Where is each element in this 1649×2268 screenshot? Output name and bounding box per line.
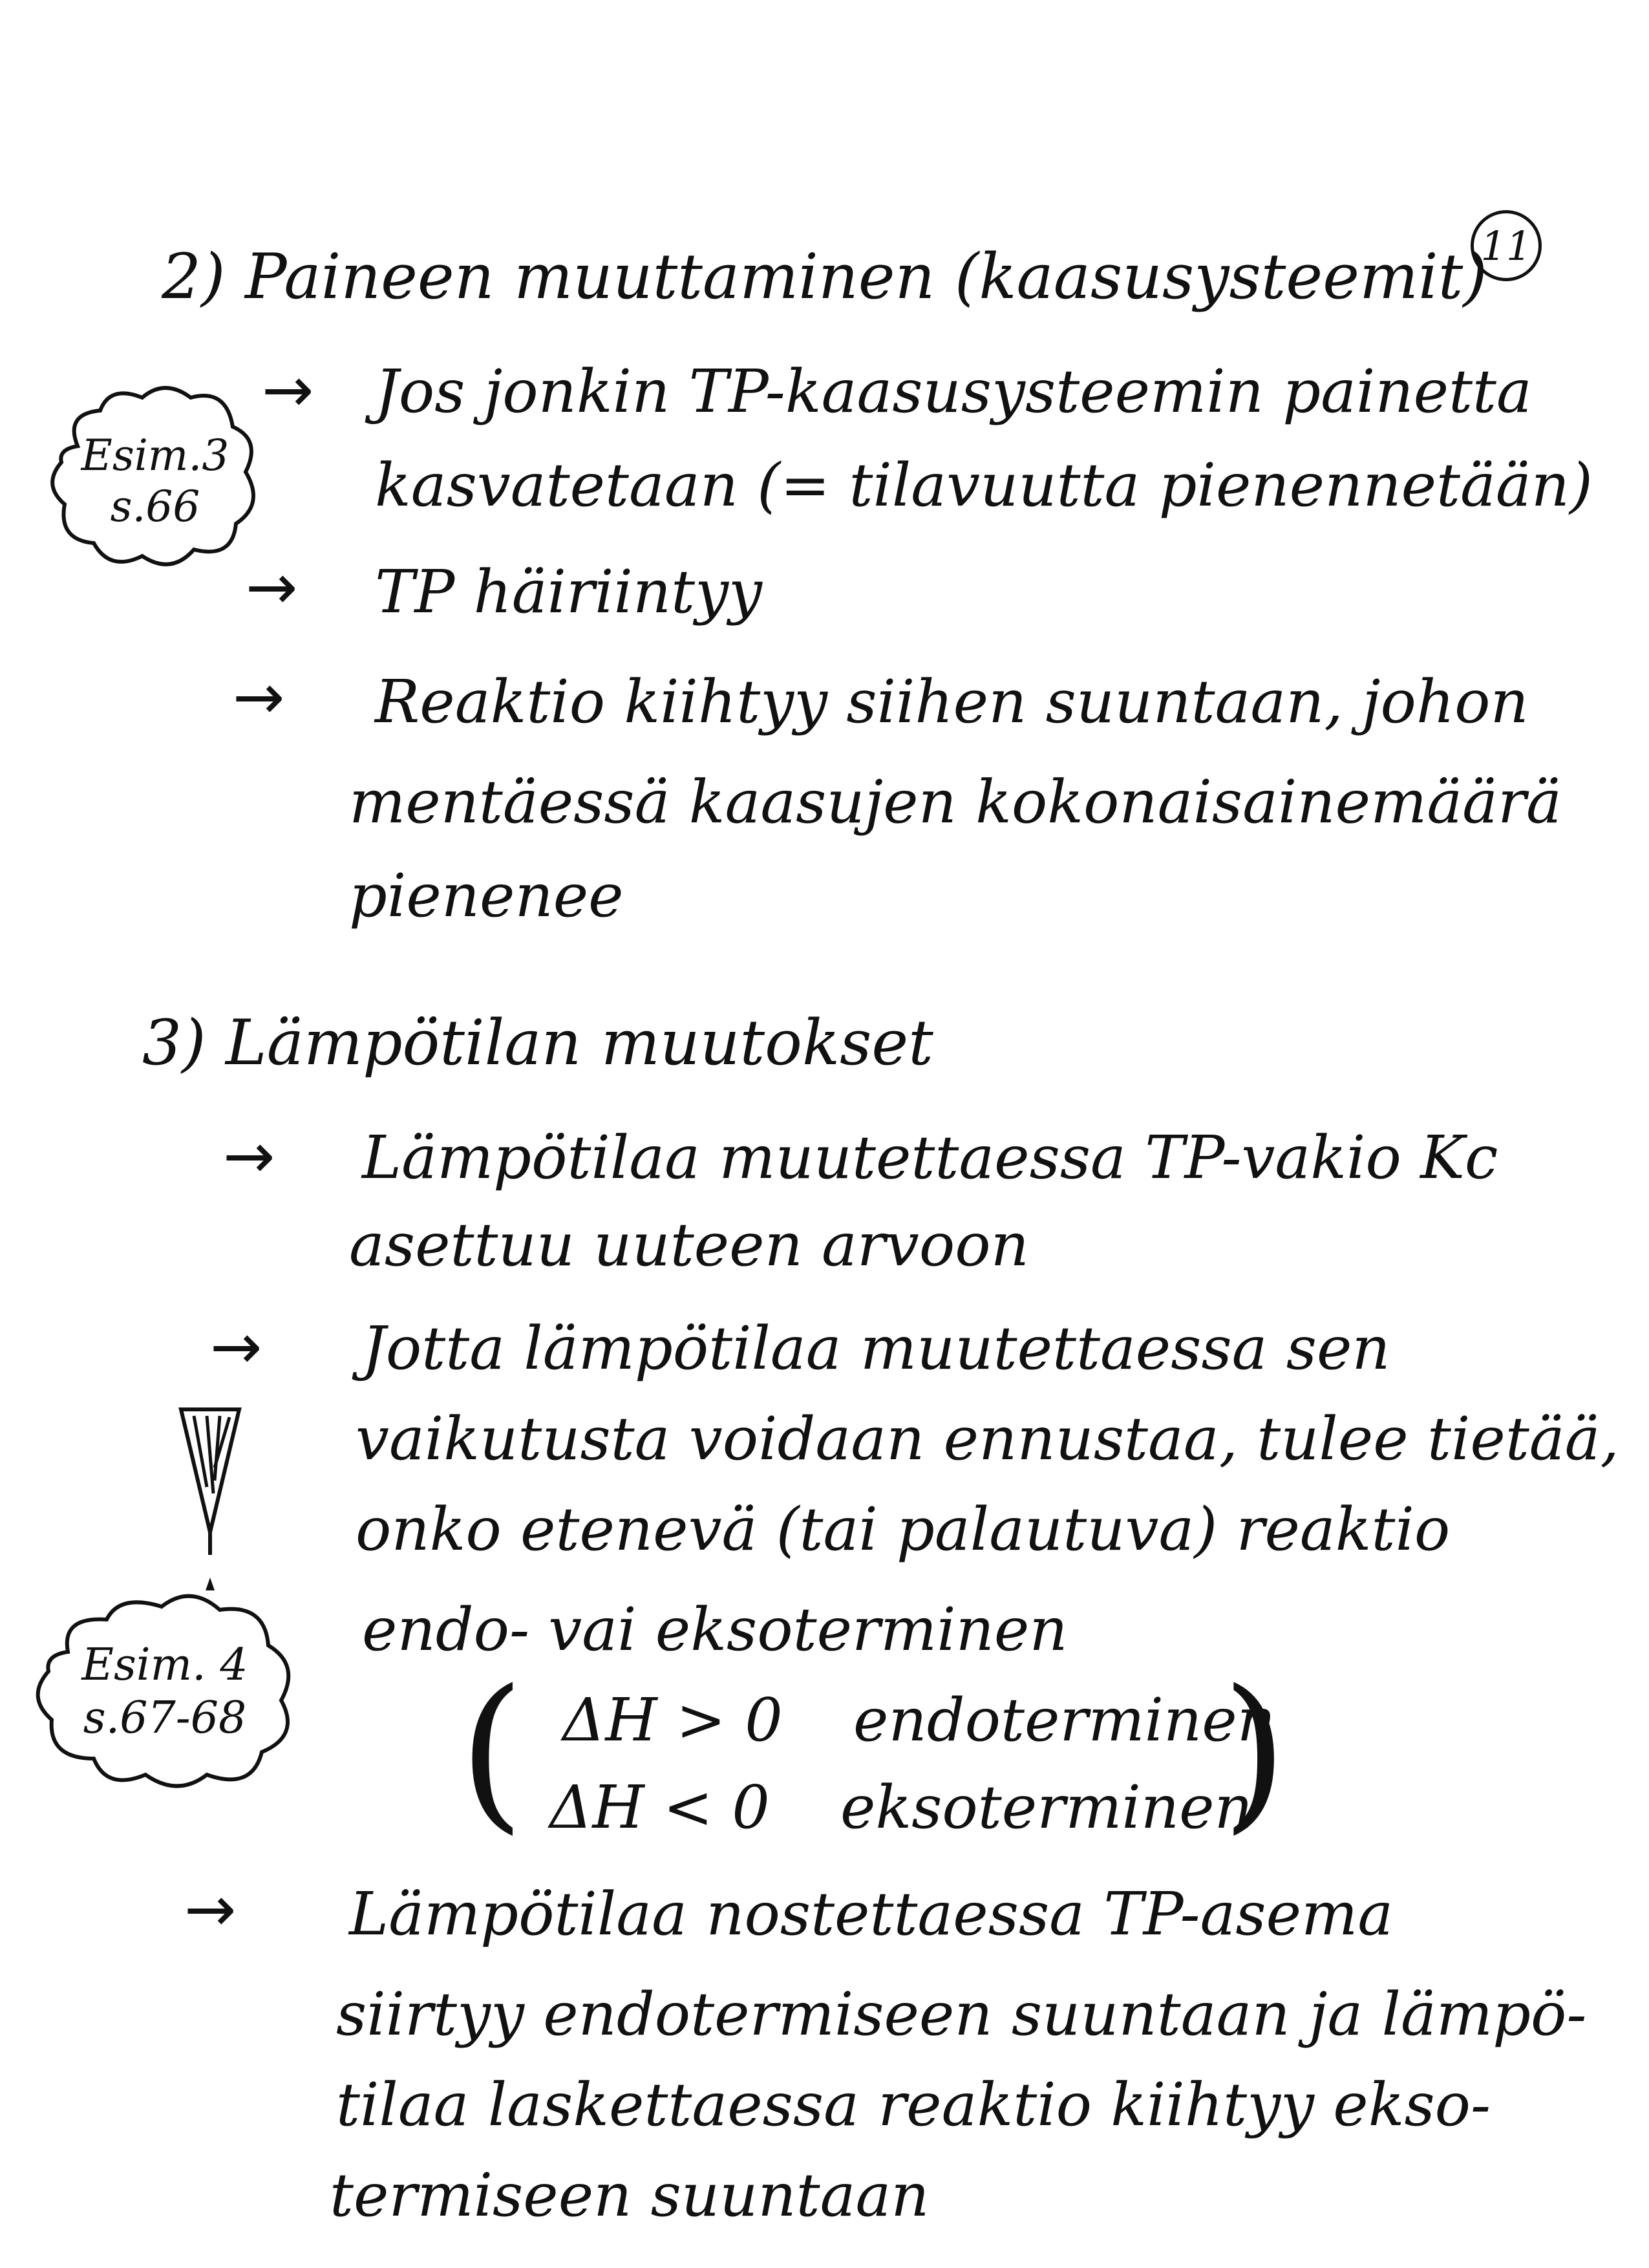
section3-b2-line-3: onko etenevä (tai palautuva) reaktio xyxy=(356,1495,1451,1564)
arrow-icon: → xyxy=(223,1120,275,1192)
section3-b3-line-2: siirtyy endotermiseen suuntaan ja lämpö- xyxy=(336,1980,1587,2049)
example-cloud-4-text xyxy=(61,1639,268,1744)
formula-left-paren: ( xyxy=(459,1654,525,1850)
section3-b1-line-1: Lämpötilaa muutettaessa TP-vakio Kc xyxy=(362,1123,1498,1192)
section3-b2-line-4: endo- vai eksoterminen xyxy=(362,1595,1068,1664)
warning-marker-icon xyxy=(175,1403,246,1597)
section2-line-1: Jos jonkin TP-kaasusysteemin painetta xyxy=(375,357,1532,426)
example-cloud-3-line2: s.66 xyxy=(110,482,200,532)
section2-line-5: mentäessä kaasujen kokonaisainemäärä xyxy=(349,767,1562,837)
arrow-icon: → xyxy=(184,1873,237,1945)
section2-line-4: Reaktio kiihtyy siihen suuntaan, johon xyxy=(375,667,1529,736)
section2-line-3: TP häiriintyy xyxy=(375,557,763,626)
section3-b3-line-1: Lämpötilaa nostettaessa TP-asema xyxy=(349,1879,1394,1949)
example-cloud-4-line1: Esim. 4 xyxy=(81,1640,248,1691)
formula-row-1-label: endoterminen xyxy=(853,1685,1275,1755)
formula-row-2-label: eksoterminen xyxy=(840,1773,1253,1842)
section2-line-6: pienenee xyxy=(349,861,624,930)
section3-b1-line-2: asettuu uuteen arvoon xyxy=(349,1210,1029,1279)
example-cloud-3-text xyxy=(71,430,239,532)
section3-b3-line-3: tilaa laskettaessa reaktio kiihtyy ekso- xyxy=(336,2070,1491,2139)
arrow-icon: → xyxy=(262,354,314,426)
section3-heading: 3) Lämpötilan muutokset xyxy=(142,1007,933,1079)
arrow-icon: → xyxy=(246,551,298,623)
formula-row-1-expr: ΔH > 0 xyxy=(562,1685,783,1755)
section3-b2-line-2: vaikutusta voidaan ennustaa, tulee tietää, xyxy=(356,1404,1619,1473)
section3-b2-line-1: Jotta lämpötilaa muutettaessa sen xyxy=(362,1314,1390,1383)
arrow-icon: → xyxy=(233,661,285,733)
section3-b3-line-4: termiseen suuntaan xyxy=(330,2161,930,2230)
formula-right-paren: ) xyxy=(1222,1654,1288,1850)
arrow-icon: → xyxy=(210,1311,262,1383)
example-cloud-3-line1: Esim.3 xyxy=(81,431,229,480)
formula-row-2-expr: ΔH < 0 xyxy=(549,1773,770,1842)
section2-heading: 2) Paineen muuttaminen (kaasusysteemit) xyxy=(162,241,1487,313)
example-cloud-4-line2: s.67-68 xyxy=(83,1692,247,1744)
section2-line-2: kasvatetaan (= tilavuutta pienennetään) xyxy=(375,451,1593,520)
page-number-text: 11 xyxy=(1480,222,1532,270)
